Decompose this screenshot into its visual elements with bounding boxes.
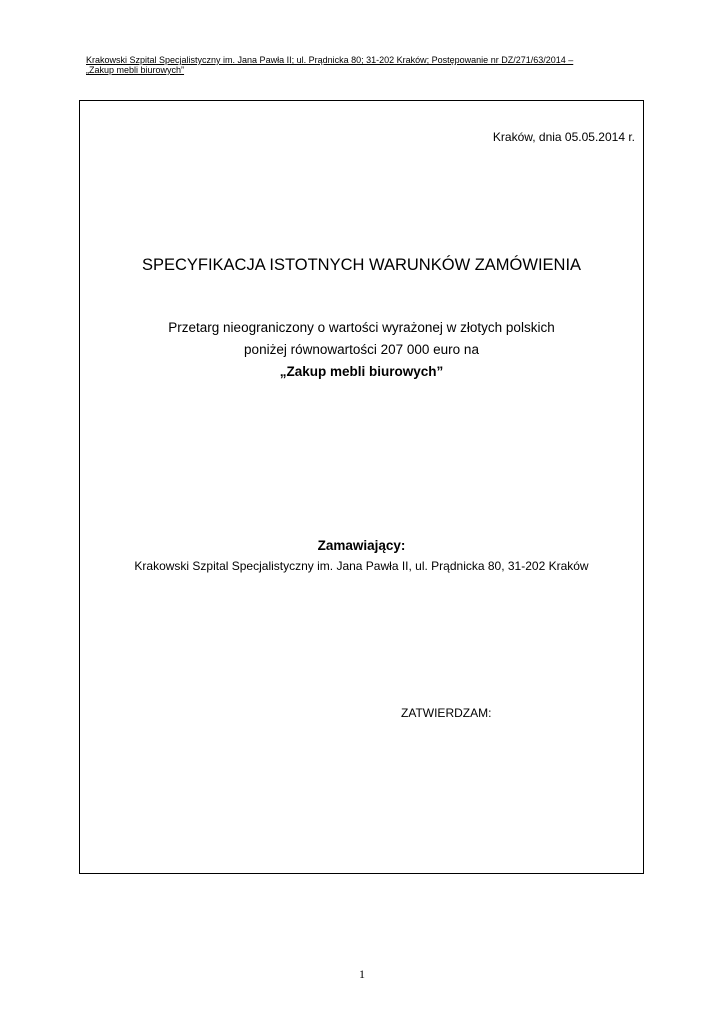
- page-number: 1: [359, 967, 365, 981]
- running-header-line-1: Krakowski Szpital Specjalistyczny im. Jana Pawła II; ul. Prądnicka 80; 31-202 Kraków; Postępowanie nr DZ/271/63/2014 –: [86, 55, 574, 65]
- approval-label: ZATWIERDZAM:: [401, 706, 492, 720]
- tender-line-2: poniżej równowartości 207 000 euro na: [244, 342, 479, 357]
- running-header: [86, 55, 646, 75]
- orderer-name: Krakowski Szpital Specjalistyczny im. Jana Pawła II, ul. Prądnicka 80, 31-202 Kraków: [134, 559, 589, 573]
- tender-subject: „Zakup mebli biurowych”: [279, 364, 444, 379]
- orderer-block: [80, 535, 643, 575]
- cover-frame: [79, 100, 644, 874]
- document-title: SPECYFIKACJA ISTOTNYCH WARUNKÓW ZAMÓWIENIA: [141, 256, 582, 274]
- place-date: Kraków, dnia 05.05.2014 r.: [492, 130, 635, 144]
- tender-line-1: Przetarg nieograniczony o wartości wyrażonej w złotych polskich: [168, 320, 555, 335]
- orderer-label: Zamawiający:: [317, 538, 406, 553]
- tender-description: [80, 317, 643, 383]
- running-header-line-2: „Zakup mebli biurowych”: [86, 65, 185, 75]
